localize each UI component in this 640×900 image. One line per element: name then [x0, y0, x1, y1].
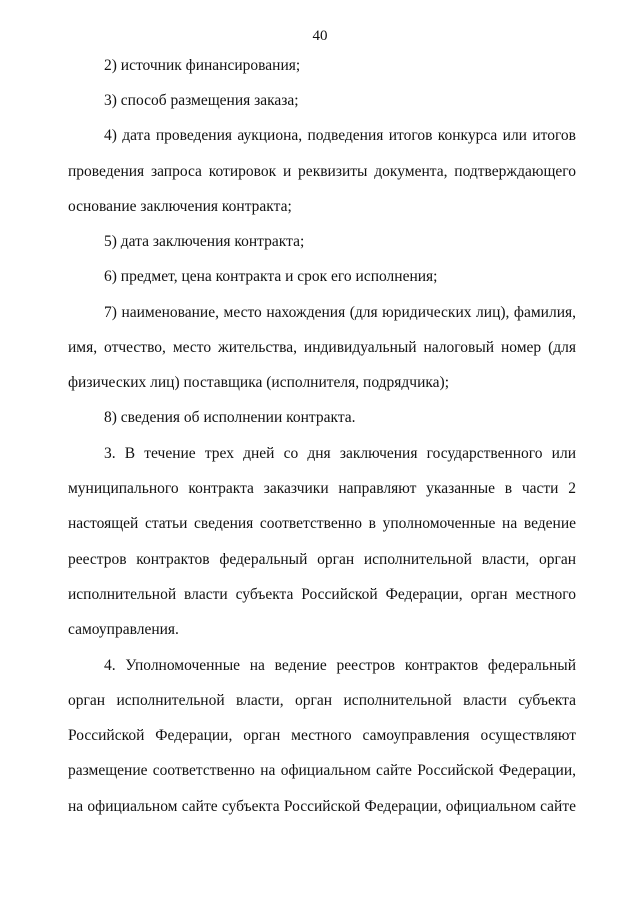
text-line: имя, отчество, место жительства, индивидуальный налоговый номер (для [68, 339, 576, 356]
text-line: на официальном сайте субъекта Российской Федерации, официальном сайте [68, 798, 576, 815]
text-line: 8) сведения об исполнении контракта. [104, 409, 356, 426]
text-line: 5) дата заключения контракта; [104, 233, 305, 250]
text-line: Российской Федерации, орган местного самоуправления осуществляют [68, 727, 576, 744]
text-line: настоящей статьи сведения соответственно в уполномоченные на ведение [68, 515, 576, 532]
text-line: физических лиц) поставщика (исполнителя, подрядчика); [68, 374, 450, 391]
text-line: муниципального контракта заказчики направляют указанные в части 2 [68, 480, 576, 497]
text-line: 2) источник финансирования; [104, 57, 301, 74]
text-line: 7) наименование, место нахождения (для юридических лиц), фамилия, [104, 304, 576, 321]
page-number: 40 [312, 28, 328, 44]
text-line: 4. Уполномоченные на ведение реестров контрактов федеральный [104, 657, 576, 674]
text-line: исполнительной власти субъекта Российской Федерации, орган местного [68, 586, 576, 603]
text-line: 3) способ размещения заказа; [104, 92, 299, 109]
text-line: орган исполнительной власти, орган исполнительной власти субъекта [68, 692, 576, 709]
text-line: 3. В течение трех дней со дня заключения государственного или [104, 445, 576, 462]
text-line: размещение соответственно на официальном сайте Российской Федерации, [68, 762, 576, 779]
text-line: проведения запроса котировок и реквизиты документа, подтверждающего [68, 163, 576, 180]
text-line: самоуправления. [68, 621, 179, 638]
text-line: реестров контрактов федеральный орган исполнительной власти, орган [68, 551, 576, 568]
text-line: основание заключения контракта; [68, 198, 292, 215]
text-line: 4) дата проведения аукциона, подведения итогов конкурса или итогов [104, 127, 576, 144]
text-line: 6) предмет, цена контракта и срок его исполнения; [104, 268, 438, 285]
